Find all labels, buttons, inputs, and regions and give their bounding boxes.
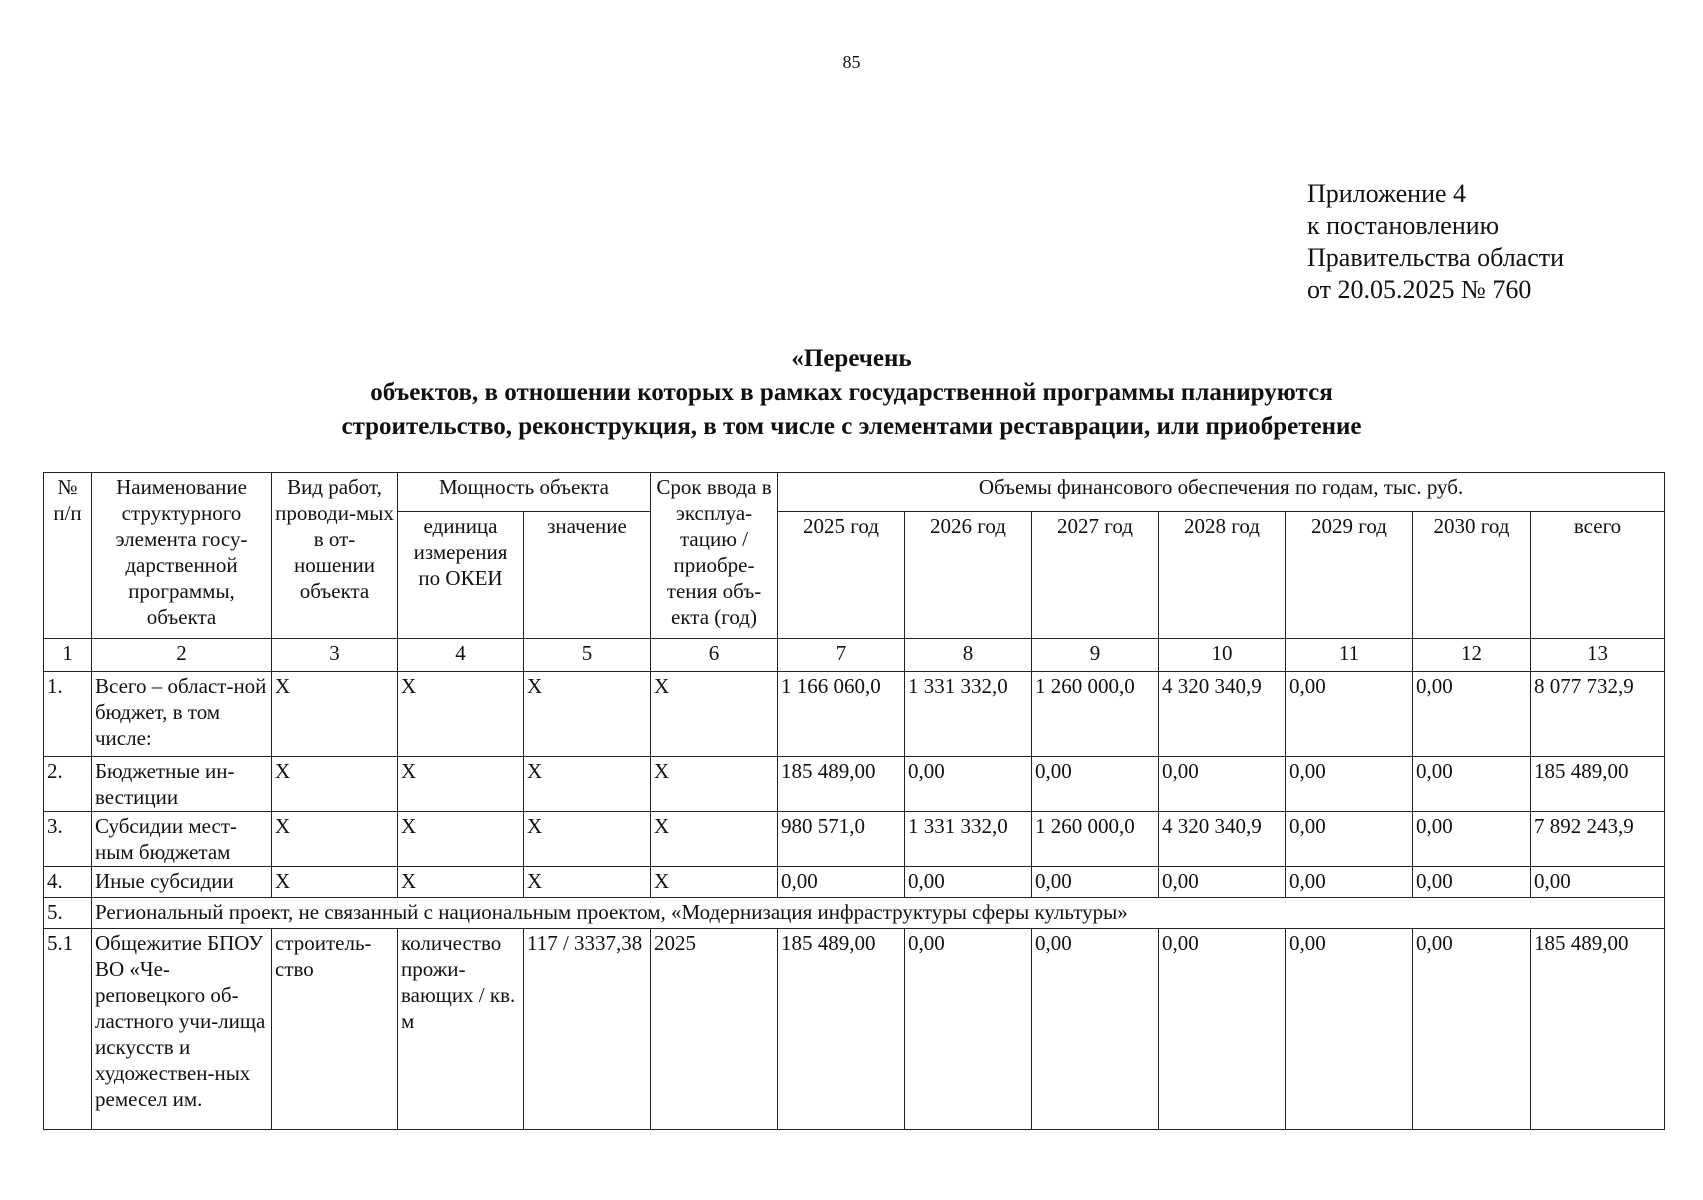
cell-name: Общежитие БПОУ ВО «Че-реповецкого об-ластного учи-лища искусств и художествен-ных ремесел им. <box>92 929 272 1130</box>
cell-2027: 0,00 <box>1032 929 1159 1130</box>
appendix-line: Правительства области <box>1307 243 1565 272</box>
cell-2025: 185 489,00 <box>778 929 905 1130</box>
header-term: Срок ввода в эксплуа-тацию / приобре-тения объ-екта (год) <box>651 473 778 639</box>
cell-name: Всего – област-ной бюджет, в том числе: <box>92 672 272 757</box>
header-2029: 2029 год <box>1286 512 1413 639</box>
column-number: 12 <box>1413 639 1531 672</box>
cell-2029: 0,00 <box>1286 812 1413 867</box>
cell-2029: 0,00 <box>1286 672 1413 757</box>
document-title <box>0 342 1703 444</box>
title-line: «Перечень <box>791 345 912 372</box>
column-number: 9 <box>1032 639 1159 672</box>
cell-unit: Х <box>398 812 524 867</box>
appendix-line: Приложение 4 <box>1307 179 1467 208</box>
column-number: 5 <box>524 639 651 672</box>
column-number: 13 <box>1531 639 1665 672</box>
column-number: 7 <box>778 639 905 672</box>
cell-total: 185 489,00 <box>1531 757 1665 812</box>
cell-unit: количество прожи-вающих / кв. м <box>398 929 524 1130</box>
header-2025: 2025 год <box>778 512 905 639</box>
header-name: Наименование структурного элемента госу-дарственной программы, объекта <box>92 473 272 639</box>
cell-value: Х <box>524 757 651 812</box>
cell-2028: 4 320 340,9 <box>1159 672 1286 757</box>
cell-total: 7 892 243,9 <box>1531 812 1665 867</box>
cell-num: 3. <box>44 812 92 867</box>
header-work: Вид работ, проводи-мых в от-ношении объекта <box>272 473 398 639</box>
column-number: 11 <box>1286 639 1413 672</box>
cell-work: Х <box>272 867 398 898</box>
cell-work: Х <box>272 757 398 812</box>
cell-value: Х <box>524 812 651 867</box>
cell-2026: 1 331 332,0 <box>905 672 1032 757</box>
header-funding: Объемы финансового обеспечения по годам, тыс. руб. <box>778 473 1665 512</box>
cell-2030: 0,00 <box>1413 929 1531 1130</box>
cell-2025: 0,00 <box>778 867 905 898</box>
cell-name: Бюджетные ин-вестиции <box>92 757 272 812</box>
cell-2028: 0,00 <box>1159 757 1286 812</box>
header-row-1 <box>44 473 1665 512</box>
header-2028: 2028 год <box>1159 512 1286 639</box>
cell-name: Субсидии мест-ным бюджетам <box>92 812 272 867</box>
title-line: объектов, в отношении которых в рамках государственной программы планируются <box>370 379 1333 406</box>
cell-2025: 185 489,00 <box>778 757 905 812</box>
cell-2030: 0,00 <box>1413 672 1531 757</box>
cell-term: Х <box>651 757 778 812</box>
cell-num: 4. <box>44 867 92 898</box>
cell-work: Х <box>272 812 398 867</box>
header-total: всего <box>1531 512 1665 639</box>
cell-2029: 0,00 <box>1286 929 1413 1130</box>
column-number: 10 <box>1159 639 1286 672</box>
cell-2026: 0,00 <box>905 929 1032 1130</box>
cell-2025: 980 571,0 <box>778 812 905 867</box>
cell-num: 5. <box>44 898 92 929</box>
cell-2026: 0,00 <box>905 867 1032 898</box>
cell-2028: 0,00 <box>1159 867 1286 898</box>
header-capacity: Мощность объекта <box>398 473 651 512</box>
cell-work: Х <box>272 672 398 757</box>
cell-2029: 0,00 <box>1286 867 1413 898</box>
page-number: 85 <box>842 52 861 72</box>
cell-term: Х <box>651 812 778 867</box>
cell-num: 5.1 <box>44 929 92 1130</box>
appendix-note <box>1307 178 1564 306</box>
title-line: строительство, реконструкция, в том числе с элементами реставрации, или приобретение <box>341 413 1362 440</box>
cell-unit: Х <box>398 672 524 757</box>
cell-term: Х <box>651 867 778 898</box>
cell-total: 185 489,00 <box>1531 929 1665 1130</box>
cell-2027: 0,00 <box>1032 867 1159 898</box>
column-number: 8 <box>905 639 1032 672</box>
cell-2026: 0,00 <box>905 757 1032 812</box>
column-number: 1 <box>44 639 92 672</box>
header-2027: 2027 год <box>1032 512 1159 639</box>
cell-2029: 0,00 <box>1286 757 1413 812</box>
cell-total: 0,00 <box>1531 867 1665 898</box>
column-number: 6 <box>651 639 778 672</box>
table-row <box>44 812 1665 867</box>
regional-project-title: Региональный проект, не связанный с национальным проектом, «Модернизация инфраструктуры сферы культуры» <box>92 898 1665 929</box>
objects-table <box>43 472 1665 1130</box>
cell-term: 2025 <box>651 929 778 1130</box>
column-number: 2 <box>92 639 272 672</box>
column-number: 3 <box>272 639 398 672</box>
cell-value: Х <box>524 867 651 898</box>
cell-2027: 0,00 <box>1032 757 1159 812</box>
header-num: № п/п <box>44 473 92 639</box>
cell-work: строитель-ство <box>272 929 398 1130</box>
table-row <box>44 757 1665 812</box>
cell-2028: 4 320 340,9 <box>1159 812 1286 867</box>
cell-unit: Х <box>398 757 524 812</box>
cell-2030: 0,00 <box>1413 812 1531 867</box>
column-number: 4 <box>398 639 524 672</box>
cell-term: Х <box>651 672 778 757</box>
cell-unit: Х <box>398 867 524 898</box>
header-value: значение <box>524 512 651 639</box>
cell-2026: 1 331 332,0 <box>905 812 1032 867</box>
header-2030: 2030 год <box>1413 512 1531 639</box>
cell-name: Иные субсидии <box>92 867 272 898</box>
cell-2027: 1 260 000,0 <box>1032 812 1159 867</box>
cell-value: 117 / 3337,38 <box>524 929 651 1130</box>
cell-2025: 1 166 060,0 <box>778 672 905 757</box>
cell-2030: 0,00 <box>1413 867 1531 898</box>
cell-value: Х <box>524 672 651 757</box>
cell-num: 1. <box>44 672 92 757</box>
cell-total: 8 077 732,9 <box>1531 672 1665 757</box>
column-numbers-row <box>44 639 1665 672</box>
header-unit: единица измерения по ОКЕИ <box>398 512 524 639</box>
table-row <box>44 867 1665 898</box>
appendix-line: к постановлению <box>1307 211 1500 240</box>
cell-2028: 0,00 <box>1159 929 1286 1130</box>
regional-project-row <box>44 898 1665 929</box>
appendix-line: от 20.05.2025 № 760 <box>1307 275 1532 304</box>
table-row <box>44 672 1665 757</box>
cell-2030: 0,00 <box>1413 757 1531 812</box>
table-row <box>44 929 1665 1130</box>
cell-num: 2. <box>44 757 92 812</box>
cell-2027: 1 260 000,0 <box>1032 672 1159 757</box>
header-2026: 2026 год <box>905 512 1032 639</box>
